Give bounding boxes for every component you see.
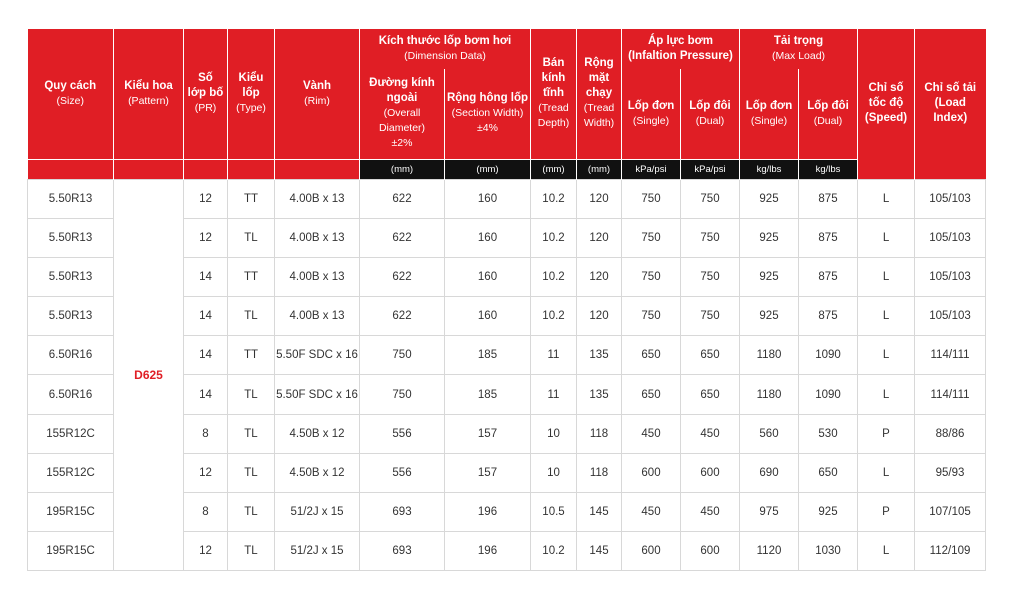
cell-rim: 4.50B x 12 xyxy=(275,453,360,492)
header-pr-l1: Số xyxy=(198,72,213,85)
cell-rim: 4.00B x 13 xyxy=(275,179,360,218)
cell-size: 5.50R13 xyxy=(28,218,114,257)
cell-width: 185 xyxy=(445,375,531,414)
header-speed-l2: tốc độ xyxy=(868,97,904,110)
cell-load: 107/105 xyxy=(915,493,986,532)
header-load-index-l1: Chỉ số tải xyxy=(924,82,977,95)
cell-pr: 14 xyxy=(184,336,228,375)
cell-p-single: 450 xyxy=(622,493,681,532)
header-inflation-sub: (Infaltion Pressure) xyxy=(628,50,733,62)
cell-p-single: 650 xyxy=(622,375,681,414)
cell-l-single: 690 xyxy=(740,453,799,492)
cell-l-dual: 875 xyxy=(799,179,858,218)
cell-type: TT xyxy=(228,336,275,375)
cell-p-single: 750 xyxy=(622,257,681,296)
header-tread-depth-l2: kính xyxy=(541,72,566,85)
cell-tread: 145 xyxy=(577,532,622,571)
cell-rim: 4.00B x 13 xyxy=(275,257,360,296)
header-load-dual xyxy=(799,69,858,159)
cell-depth: 10.2 xyxy=(531,218,577,257)
header-tread-width-l2: mặt xyxy=(588,72,610,85)
cell-width: 160 xyxy=(445,218,531,257)
unit-pressure-dual: kPa/psi xyxy=(681,159,740,179)
cell-diameter: 622 xyxy=(360,179,445,218)
cell-size: 6.50R16 xyxy=(28,336,114,375)
header-dimension-title: Kích thước lốp bơm hơi xyxy=(378,35,512,47)
cell-l-single: 925 xyxy=(740,257,799,296)
cell-l-single: 1120 xyxy=(740,532,799,571)
header-overall-diameter-l2: ngoài xyxy=(386,92,418,105)
cell-depth: 10.2 xyxy=(531,257,577,296)
header-overall-diameter-s2: Diameter) xyxy=(378,122,426,135)
unit-load-single: kg/lbs xyxy=(740,159,799,179)
header-max-load-sub: (Max Load) xyxy=(771,50,826,62)
cell-depth: 10.2 xyxy=(531,179,577,218)
header-pr-sub: (PR) xyxy=(194,102,217,115)
table-body xyxy=(28,179,986,571)
header-section-width-sub: (Section Width) xyxy=(451,107,524,120)
header-size xyxy=(28,29,114,159)
cell-pr: 12 xyxy=(184,179,228,218)
cell-p-dual: 750 xyxy=(681,218,740,257)
cell-size: 5.50R13 xyxy=(28,257,114,296)
header-overall-diameter-tol: ±2% xyxy=(391,137,413,150)
pattern-cell: D625 xyxy=(114,179,184,571)
cell-p-dual: 450 xyxy=(681,414,740,453)
cell-speed: L xyxy=(858,375,915,414)
header-pattern-title: Kiểu hoa xyxy=(124,79,173,92)
header-section-width xyxy=(445,69,531,159)
cell-l-dual: 1090 xyxy=(799,336,858,375)
header-pressure-single-sub: (Single) xyxy=(632,114,670,127)
cell-tread: 145 xyxy=(577,493,622,532)
cell-l-dual: 1090 xyxy=(799,375,858,414)
unit-tread-width: (mm) xyxy=(577,159,622,179)
cell-l-single: 925 xyxy=(740,179,799,218)
header-section-width-title: Rộng hông lốp xyxy=(446,92,529,105)
header-pressure-single xyxy=(622,69,681,159)
cell-l-dual: 530 xyxy=(799,414,858,453)
cell-diameter: 622 xyxy=(360,297,445,336)
cell-diameter: 693 xyxy=(360,532,445,571)
header-pressure-dual-title: Lốp đôi xyxy=(689,99,731,112)
cell-size: 5.50R13 xyxy=(28,297,114,336)
header-pattern xyxy=(114,29,184,159)
cell-speed: L xyxy=(858,297,915,336)
cell-l-dual: 650 xyxy=(799,453,858,492)
cell-rim: 4.00B x 13 xyxy=(275,297,360,336)
table-row xyxy=(28,179,986,218)
header-speed xyxy=(858,29,915,179)
cell-speed: P xyxy=(858,493,915,532)
cell-depth: 11 xyxy=(531,336,577,375)
cell-load: 112/109 xyxy=(915,532,986,571)
header-overall-diameter xyxy=(360,69,445,159)
header-tread-width-s1: (Tread xyxy=(583,102,615,115)
cell-l-single: 925 xyxy=(740,218,799,257)
header-type-l2: lốp xyxy=(242,87,260,100)
header-load-dual-title: Lốp đôi xyxy=(807,99,849,112)
cell-depth: 10 xyxy=(531,453,577,492)
header-tread-width-l1: Rộng xyxy=(584,57,614,70)
cell-load: 88/86 xyxy=(915,414,986,453)
cell-pr: 14 xyxy=(184,257,228,296)
cell-depth: 10.2 xyxy=(531,297,577,336)
cell-size: 5.50R13 xyxy=(28,179,114,218)
units-blank-pattern xyxy=(114,159,184,179)
cell-type: TT xyxy=(228,179,275,218)
cell-diameter: 556 xyxy=(360,453,445,492)
cell-p-single: 450 xyxy=(622,414,681,453)
header-dimension-sub: (Dimension Data) xyxy=(404,50,486,62)
cell-p-dual: 650 xyxy=(681,375,740,414)
header-tread-depth-l3: tĩnh xyxy=(542,87,565,100)
cell-type: TL xyxy=(228,218,275,257)
cell-load: 114/111 xyxy=(915,336,986,375)
cell-pr: 14 xyxy=(184,375,228,414)
cell-tread: 120 xyxy=(577,179,622,218)
header-pattern-sub: (Pattern) xyxy=(128,94,169,107)
cell-depth: 10 xyxy=(531,414,577,453)
cell-p-dual: 600 xyxy=(681,453,740,492)
header-inflation-title: Áp lực bơm xyxy=(647,35,714,47)
cell-tread: 120 xyxy=(577,297,622,336)
header-speed-sub: (Speed) xyxy=(864,112,908,125)
header-tread-depth-s1: (Tread xyxy=(538,102,569,115)
header-tread-width-l3: chạy xyxy=(585,87,613,100)
cell-width: 185 xyxy=(445,336,531,375)
cell-p-dual: 750 xyxy=(681,257,740,296)
cell-p-single: 600 xyxy=(622,453,681,492)
unit-diameter: (mm) xyxy=(360,159,445,179)
cell-rim: 5.50F SDC x 16 xyxy=(275,336,360,375)
units-row xyxy=(28,159,986,179)
cell-type: TT xyxy=(228,257,275,296)
header-pressure-single-title: Lốp đơn xyxy=(627,99,675,112)
cell-load: 105/103 xyxy=(915,218,986,257)
units-blank-rim xyxy=(275,159,360,179)
unit-pressure-single: kPa/psi xyxy=(622,159,681,179)
cell-diameter: 750 xyxy=(360,375,445,414)
cell-size: 195R15C xyxy=(28,493,114,532)
cell-load: 95/93 xyxy=(915,453,986,492)
cell-size: 6.50R16 xyxy=(28,375,114,414)
units-blank-size xyxy=(28,159,114,179)
header-size-title: Quy cách xyxy=(44,79,97,92)
header-type-l1: Kiểu xyxy=(238,72,264,85)
header-pressure-dual xyxy=(681,69,740,159)
cell-size: 155R12C xyxy=(28,453,114,492)
cell-p-single: 750 xyxy=(622,297,681,336)
cell-pr: 14 xyxy=(184,297,228,336)
cell-tread: 135 xyxy=(577,375,622,414)
cell-l-single: 1180 xyxy=(740,375,799,414)
cell-rim: 51/2J x 15 xyxy=(275,493,360,532)
cell-diameter: 622 xyxy=(360,218,445,257)
cell-tread: 118 xyxy=(577,453,622,492)
header-rim-sub: (Rim) xyxy=(304,94,330,107)
header-max-load-title: Tải trọng xyxy=(773,35,824,47)
cell-type: TL xyxy=(228,493,275,532)
cell-width: 157 xyxy=(445,414,531,453)
cell-load: 105/103 xyxy=(915,257,986,296)
header-load-index xyxy=(915,29,986,179)
header-overall-diameter-s1: (Overall xyxy=(383,107,421,120)
cell-load: 105/103 xyxy=(915,297,986,336)
cell-l-single: 1180 xyxy=(740,336,799,375)
header-dimension xyxy=(360,29,531,69)
header-inflation xyxy=(622,29,740,69)
cell-speed: L xyxy=(858,532,915,571)
cell-p-dual: 450 xyxy=(681,493,740,532)
cell-p-dual: 650 xyxy=(681,336,740,375)
cell-tread: 120 xyxy=(577,218,622,257)
cell-p-single: 750 xyxy=(622,179,681,218)
cell-depth: 10.5 xyxy=(531,493,577,532)
cell-p-single: 600 xyxy=(622,532,681,571)
cell-type: TL xyxy=(228,297,275,336)
cell-p-dual: 750 xyxy=(681,297,740,336)
cell-p-single: 750 xyxy=(622,218,681,257)
header-tread-depth xyxy=(531,29,577,159)
cell-l-dual: 1030 xyxy=(799,532,858,571)
cell-type: TL xyxy=(228,532,275,571)
cell-pr: 8 xyxy=(184,414,228,453)
header-type-sub: (Type) xyxy=(236,102,266,115)
header-tread-depth-s2: Depth) xyxy=(537,117,570,130)
header-load-single-title: Lốp đơn xyxy=(745,99,793,112)
cell-size: 155R12C xyxy=(28,414,114,453)
cell-p-dual: 750 xyxy=(681,179,740,218)
header-pr xyxy=(184,29,228,159)
cell-rim: 4.50B x 12 xyxy=(275,414,360,453)
header-load-single xyxy=(740,69,799,159)
cell-size: 195R15C xyxy=(28,532,114,571)
cell-diameter: 693 xyxy=(360,493,445,532)
header-section-width-tol: ±4% xyxy=(477,122,498,135)
cell-p-dual: 600 xyxy=(681,532,740,571)
cell-diameter: 750 xyxy=(360,336,445,375)
cell-load: 105/103 xyxy=(915,179,986,218)
cell-type: TL xyxy=(228,414,275,453)
cell-tread: 135 xyxy=(577,336,622,375)
unit-width: (mm) xyxy=(445,159,531,179)
cell-load: 114/111 xyxy=(915,375,986,414)
header-rim xyxy=(275,29,360,159)
cell-depth: 11 xyxy=(531,375,577,414)
cell-width: 196 xyxy=(445,532,531,571)
cell-width: 196 xyxy=(445,493,531,532)
header-max-load xyxy=(740,29,858,69)
header-overall-diameter-l1: Đường kính xyxy=(369,77,435,90)
header-load-single-sub: (Single) xyxy=(750,114,788,127)
cell-speed: P xyxy=(858,414,915,453)
cell-l-single: 975 xyxy=(740,493,799,532)
units-blank-type xyxy=(228,159,275,179)
cell-speed: L xyxy=(858,453,915,492)
header-pressure-dual-sub: (Dual) xyxy=(695,114,725,127)
unit-tread-depth: (mm) xyxy=(531,159,577,179)
cell-l-dual: 875 xyxy=(799,257,858,296)
cell-l-dual: 875 xyxy=(799,297,858,336)
cell-l-single: 560 xyxy=(740,414,799,453)
header-rim-title: Vành xyxy=(302,79,332,92)
cell-speed: L xyxy=(858,218,915,257)
cell-l-single: 925 xyxy=(740,297,799,336)
cell-pr: 8 xyxy=(184,493,228,532)
cell-pr: 12 xyxy=(184,532,228,571)
cell-diameter: 556 xyxy=(360,414,445,453)
header-load-index-s1: (Load xyxy=(934,97,966,110)
cell-width: 160 xyxy=(445,179,531,218)
cell-width: 160 xyxy=(445,297,531,336)
header-type xyxy=(228,29,275,159)
cell-speed: L xyxy=(858,336,915,375)
cell-width: 160 xyxy=(445,257,531,296)
header-size-sub: (Size) xyxy=(56,94,84,107)
units-blank-pr xyxy=(184,159,228,179)
cell-rim: 5.50F SDC x 16 xyxy=(275,375,360,414)
cell-tread: 120 xyxy=(577,257,622,296)
header-tread-depth-l1: Bán xyxy=(542,57,565,70)
cell-speed: L xyxy=(858,257,915,296)
cell-width: 157 xyxy=(445,453,531,492)
table-header xyxy=(28,29,986,179)
cell-type: TL xyxy=(228,453,275,492)
header-pr-l2: lớp bố xyxy=(187,87,224,100)
cell-l-dual: 925 xyxy=(799,493,858,532)
cell-tread: 118 xyxy=(577,414,622,453)
header-tread-width xyxy=(577,29,622,159)
unit-load-dual: kg/lbs xyxy=(799,159,858,179)
cell-pr: 12 xyxy=(184,218,228,257)
tire-spec-table xyxy=(27,29,986,571)
header-tread-width-s2: Width) xyxy=(583,117,615,130)
cell-depth: 10.2 xyxy=(531,532,577,571)
header-speed-l1: Chỉ số xyxy=(868,82,904,95)
header-load-index-s2: Index) xyxy=(933,112,968,125)
cell-rim: 51/2J x 15 xyxy=(275,532,360,571)
cell-speed: L xyxy=(858,179,915,218)
header-load-dual-sub: (Dual) xyxy=(813,114,843,127)
cell-pr: 12 xyxy=(184,453,228,492)
cell-p-single: 650 xyxy=(622,336,681,375)
cell-l-dual: 875 xyxy=(799,218,858,257)
cell-diameter: 622 xyxy=(360,257,445,296)
cell-type: TL xyxy=(228,375,275,414)
cell-rim: 4.00B x 13 xyxy=(275,218,360,257)
